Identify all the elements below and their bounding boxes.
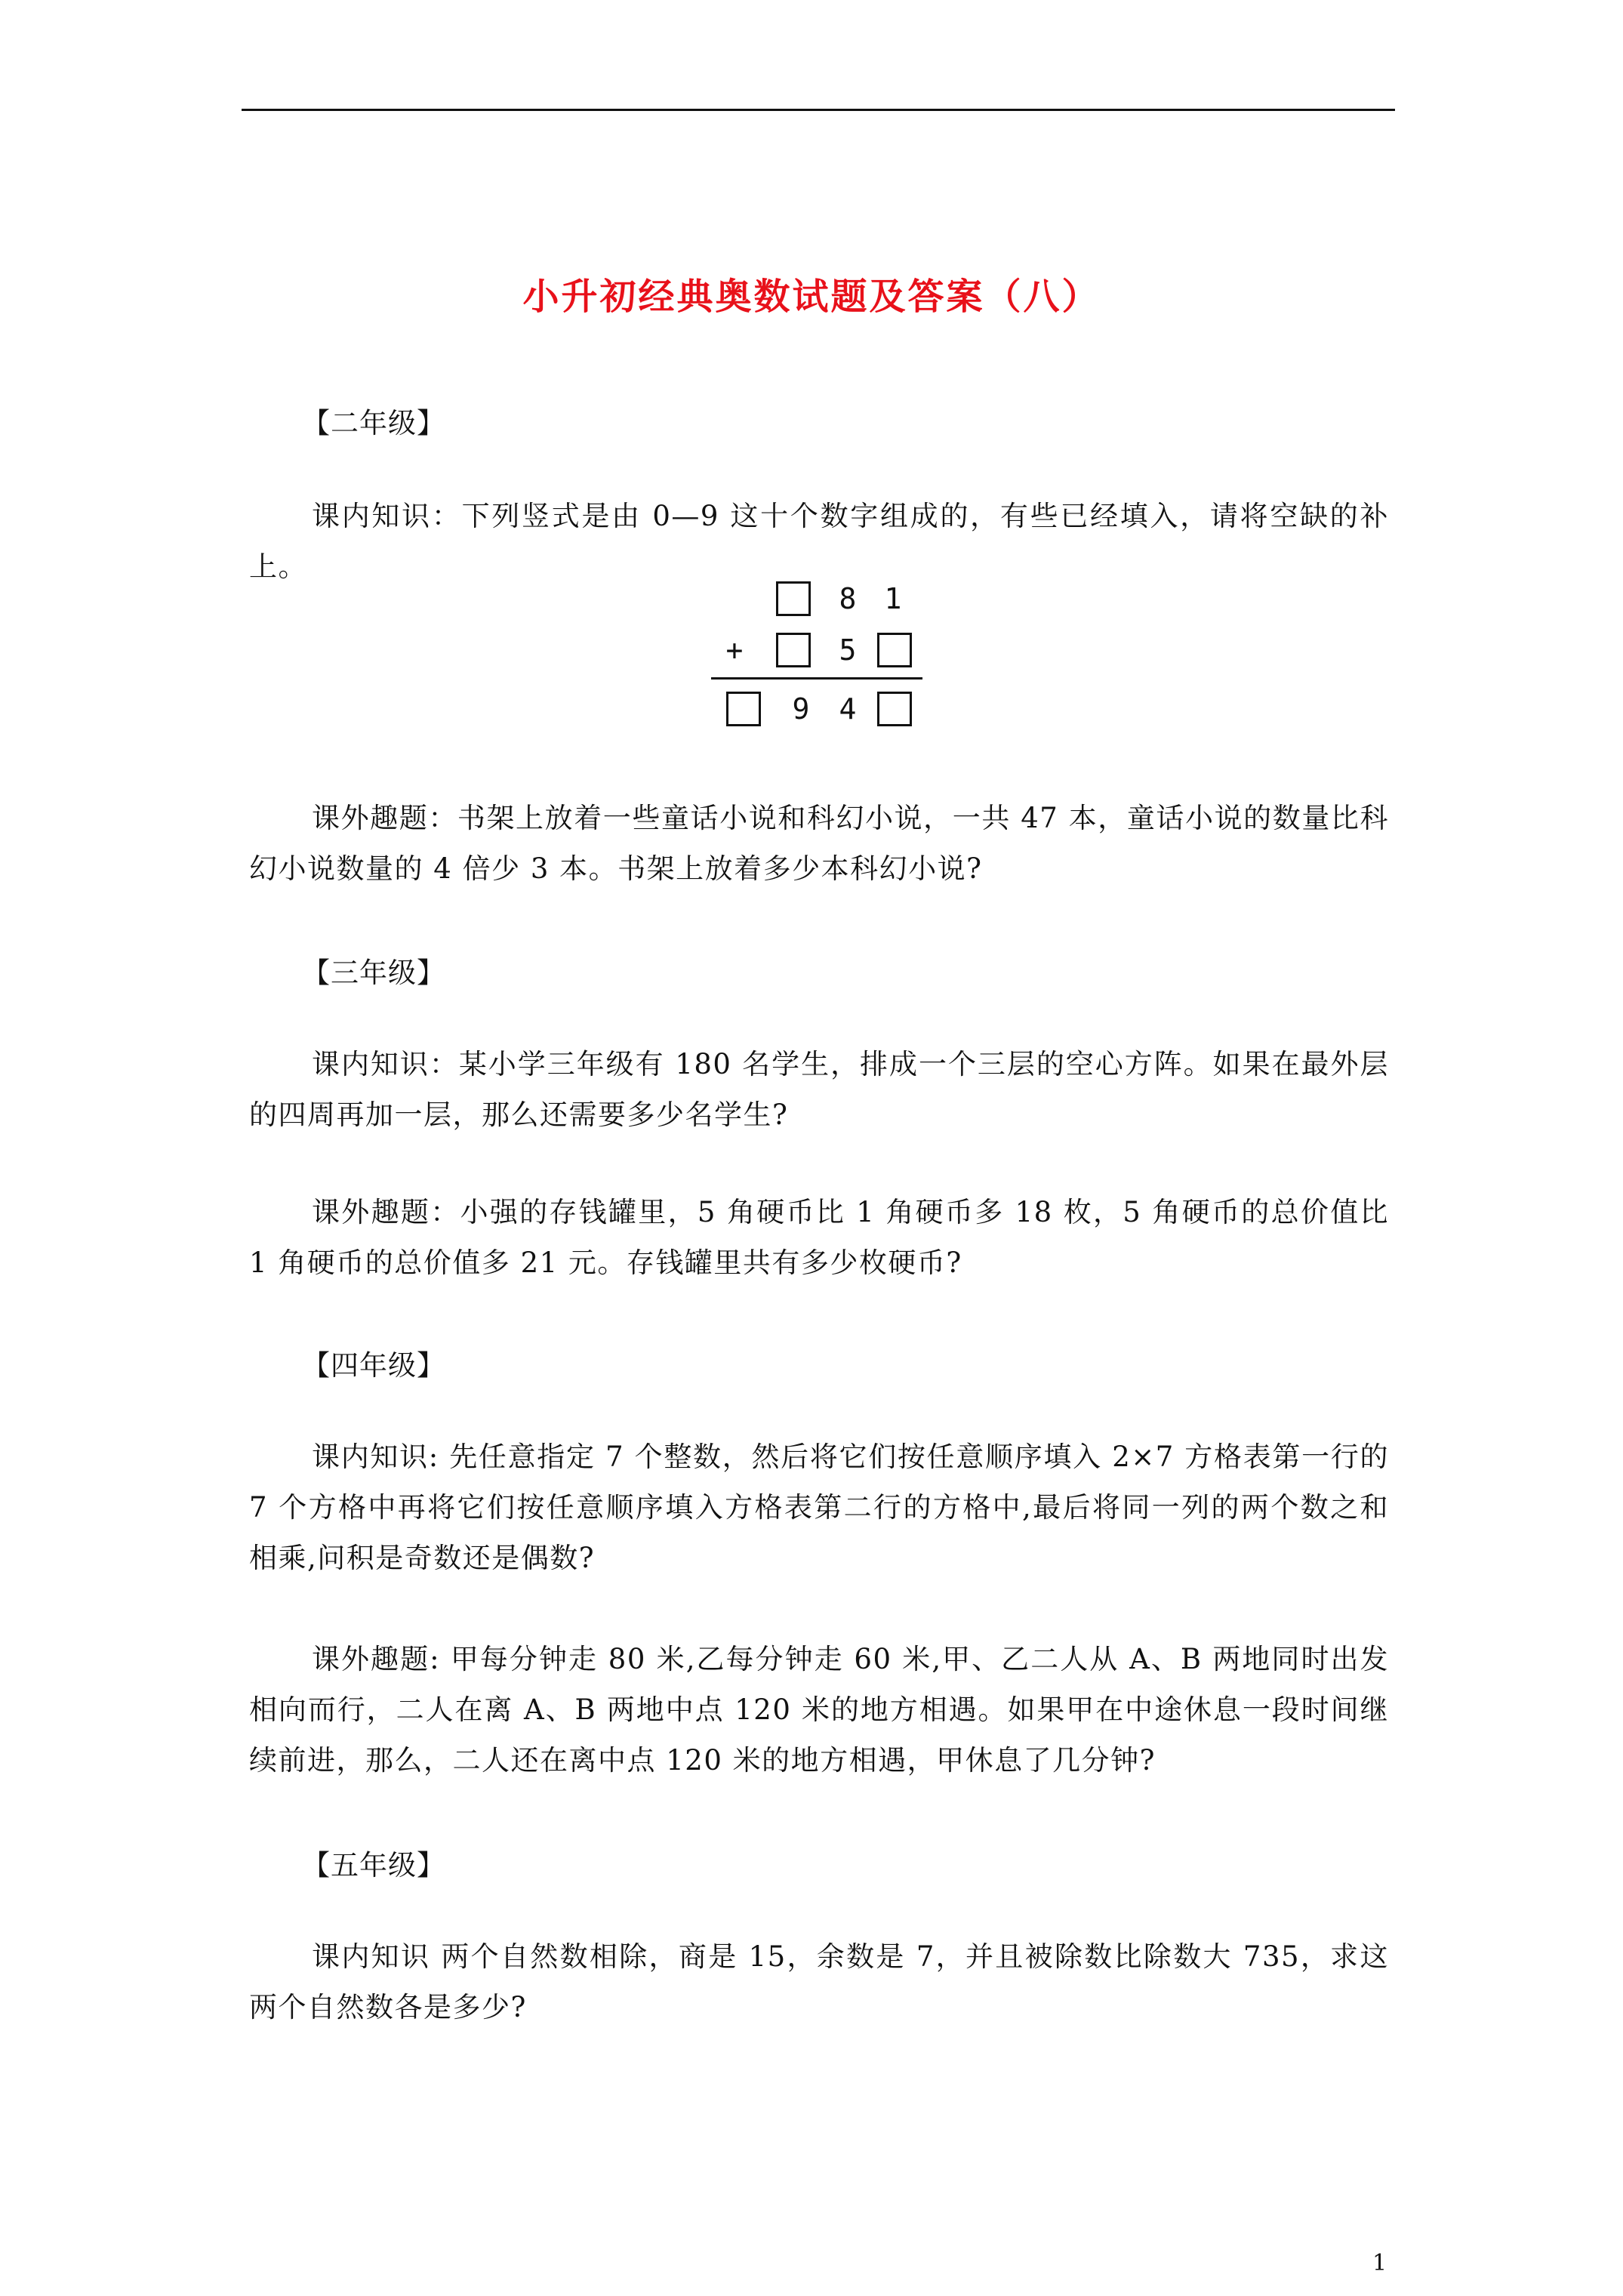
grade3-in-class: 课内知识：某小学三年级有 180 名学生，排成一个三层的空心方阵。如果在最外层的四周再加一层，那么还需要多少名学生? xyxy=(249,1048,1389,1131)
sum-line xyxy=(711,677,922,680)
puzzle-digit: 4 xyxy=(839,692,857,726)
grade2-in-class: 课内知识：下列竖式是由 0—9 这十个数字组成的，有些已经填入，请将空缺的补上。 xyxy=(249,500,1389,583)
puzzle-digit: 1 xyxy=(884,582,902,615)
page-title: 小升初经典奥数试题及答案（八） xyxy=(522,276,1101,318)
plus-sign: + xyxy=(725,633,744,667)
grade5-in-class: 课内知识 两个自然数相除，商是 15，余数是 7，并且被除数比除数大 735，求这两个自然数各是多少? xyxy=(249,1940,1389,2023)
grade3-heading: 【三年级】 xyxy=(302,957,445,989)
grade4-heading: 【四年级】 xyxy=(302,1349,445,1382)
puzzle-blank-box xyxy=(877,692,912,726)
puzzle-blank-box xyxy=(776,581,811,616)
grade5-heading: 【五年级】 xyxy=(302,1849,445,1881)
puzzle-digit: 9 xyxy=(792,692,810,726)
puzzle-blank-box xyxy=(776,633,811,667)
puzzle-digit: 8 xyxy=(839,582,857,615)
grade4-in-class: 课内知识: 先任意指定 7 个整数，然后将它们按任意顺序填入 2×7 方格表第一行的 7 个方格中再将它们按任意顺序填入方格表第二行的方格中,最后将同一列的两个数之和相乘,问积是奇数还是偶数? xyxy=(249,1441,1389,1574)
puzzle-blank-box xyxy=(726,692,761,726)
header-rule xyxy=(242,109,1395,111)
grade2-extra: 课外趣题：书架上放着一些童话小说和科幻小说，一共 47 本，童话小说的数量比科幻小说数量的 4 倍少 3 本。书架上放着多少本科幻小说? xyxy=(249,802,1389,885)
page-number: 1 xyxy=(1372,2250,1387,2276)
addition-puzzle xyxy=(679,571,951,737)
grade3-extra: 课外趣题：小强的存钱罐里，5 角硬币比 1 角硬币多 18 枚，5 角硬币的总价值比 1 角硬币的总价值多 21 元。存钱罐里共有多少枚硬币? xyxy=(249,1196,1389,1279)
grade2-heading: 【二年级】 xyxy=(302,407,445,439)
puzzle-blank-box xyxy=(877,633,912,667)
puzzle-digit: 5 xyxy=(839,633,857,667)
grade4-extra: 课外趣题: 甲每分钟走 80 米,乙每分钟走 60 米,甲、乙二人从 A、B 两地同时出发相向而行，二人在离 A、B 两地中点 120 米的地方相遇。如果甲在中途休息一段时间继续前进，那么，二人还在离中点 120 米的地方相遇，甲休息了几分钟? xyxy=(249,1643,1389,1777)
